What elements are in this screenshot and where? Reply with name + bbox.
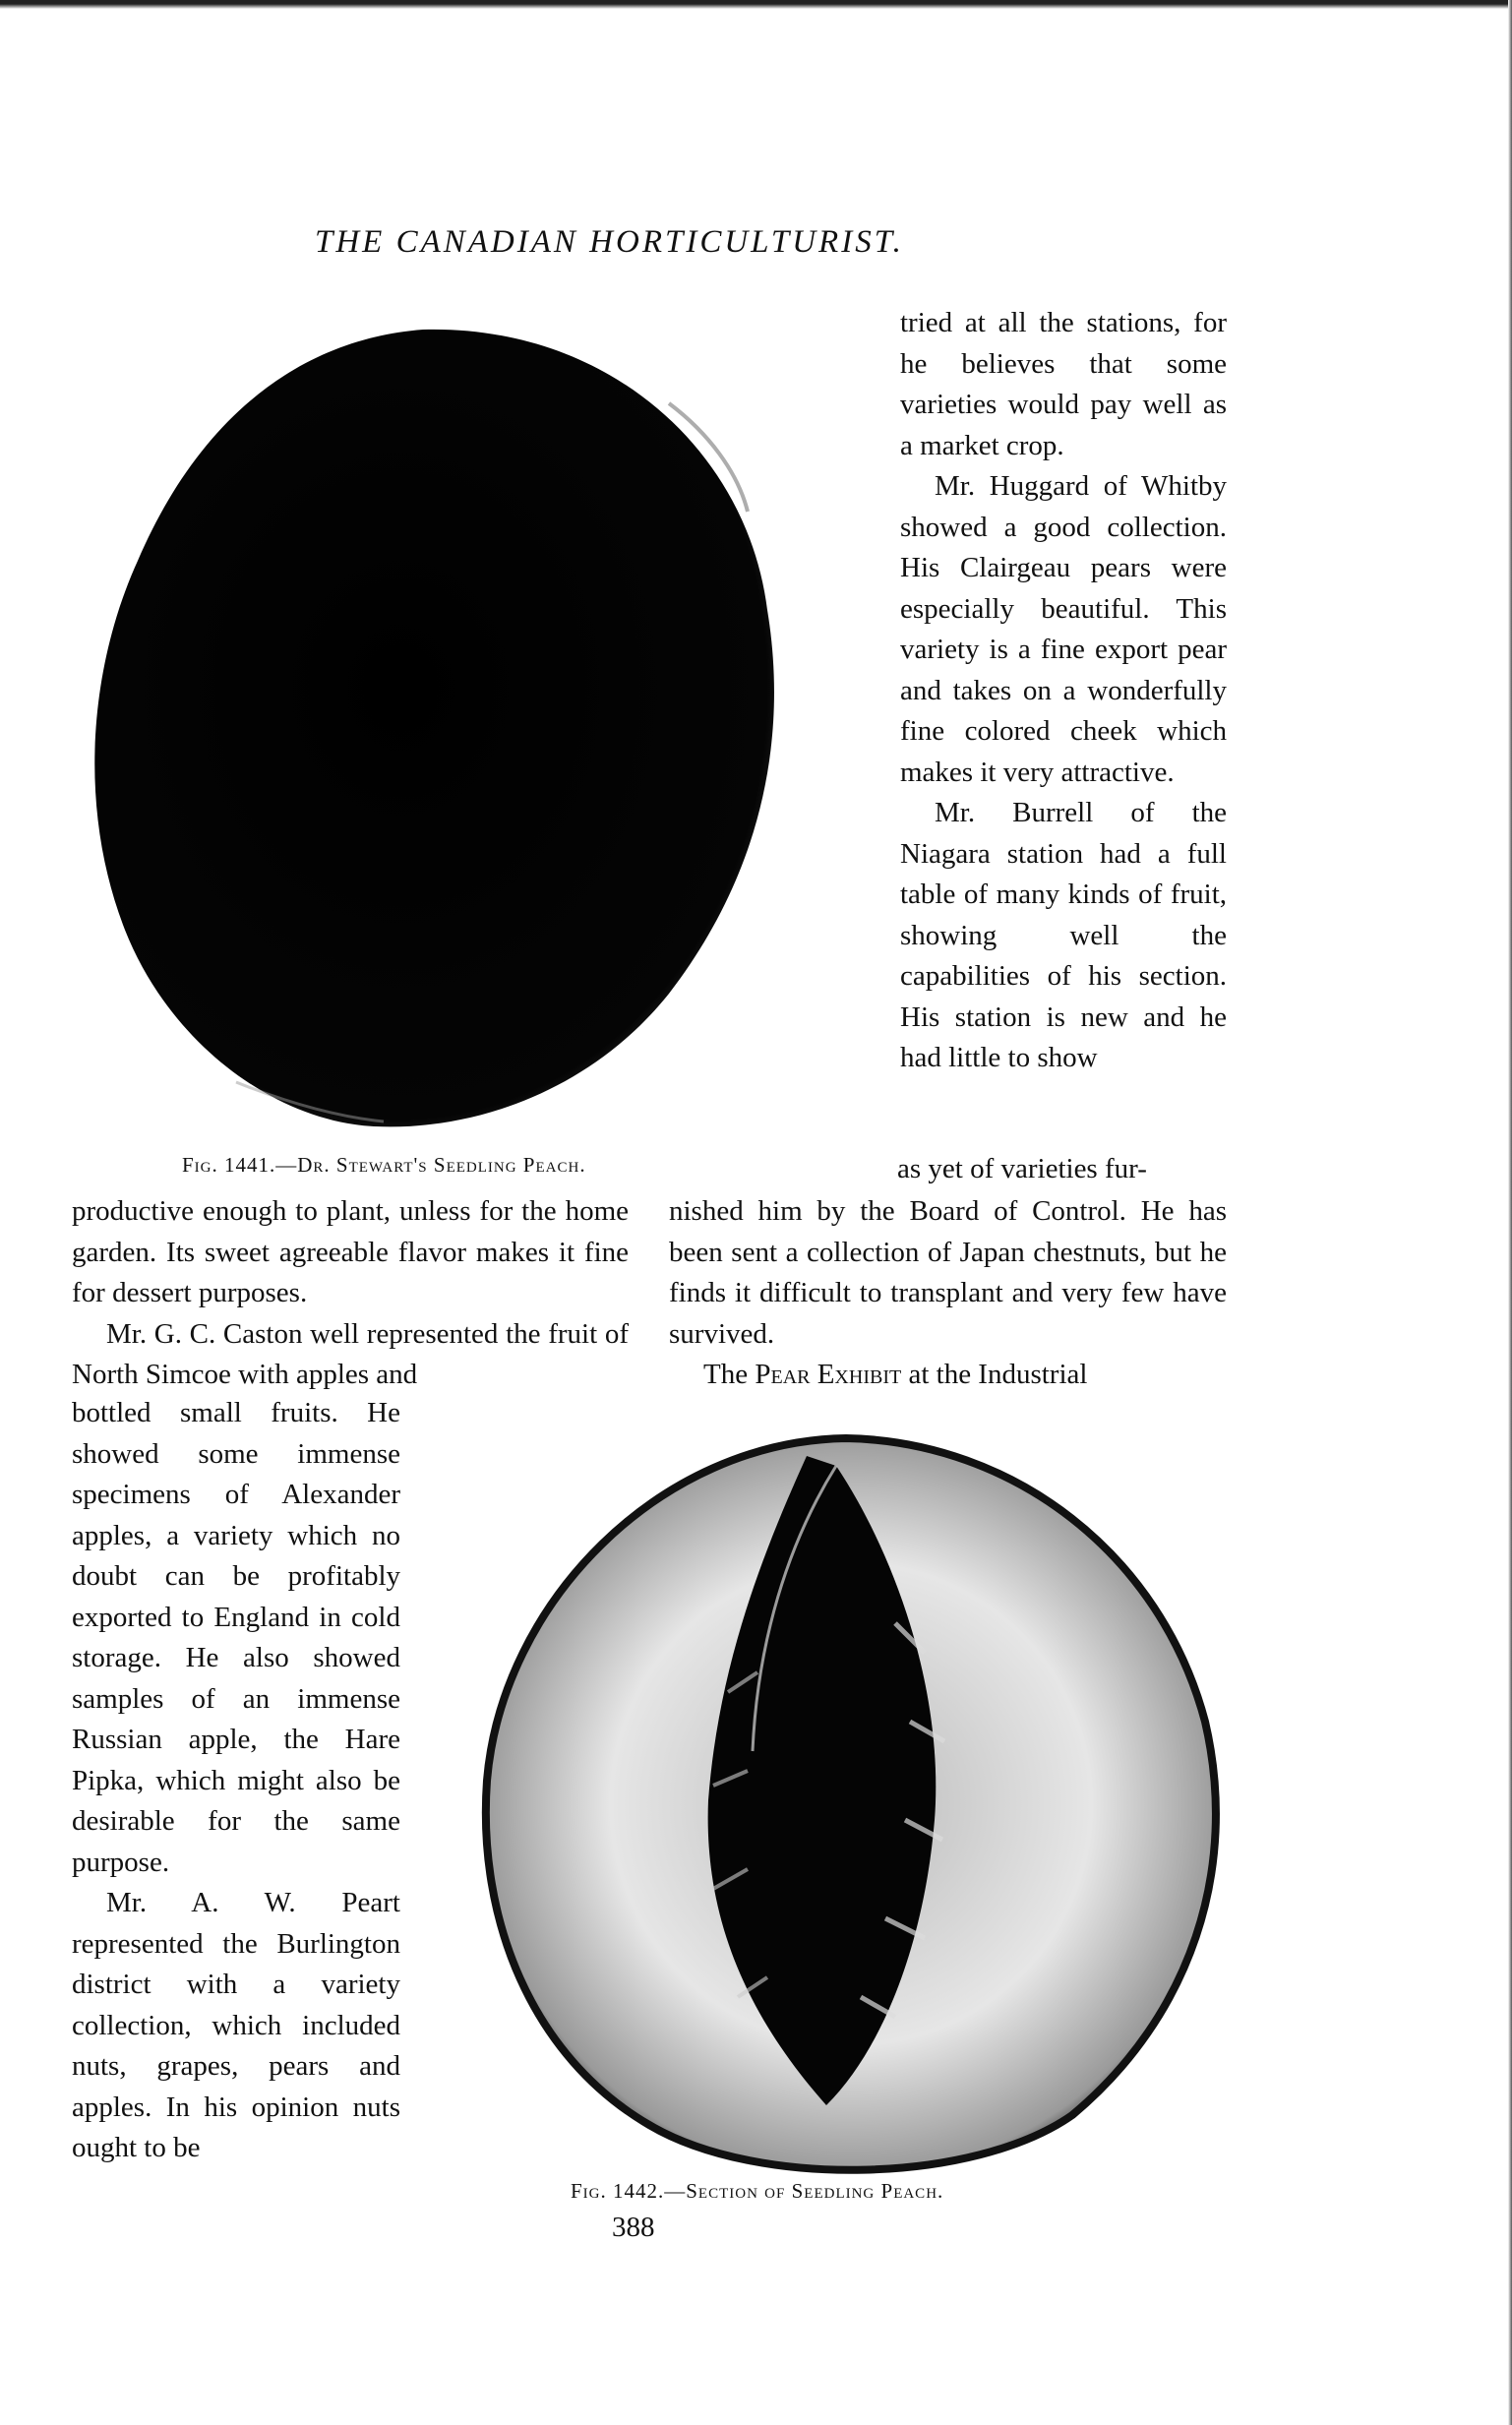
running-header: THE CANADIAN HORTICULTURIST. — [315, 224, 904, 260]
page-top-edge — [0, 0, 1512, 9]
text-run-small-caps: Pear Exhibit — [755, 1359, 902, 1390]
text-run: The — [703, 1359, 756, 1390]
page-number: 388 — [612, 2212, 655, 2243]
right-column-top — [900, 303, 1227, 1079]
paragraph: Mr. G. C. Caston well represented the fruit of North Simcoe with apples and — [72, 1317, 629, 1390]
figure-1442-caption: Fig. 1442.—Section of Seedling Peach. — [571, 2179, 944, 2203]
right-column-middle — [669, 1191, 1227, 1396]
text-run: at the Industrial — [901, 1359, 1088, 1390]
paragraph: nished him by the Board of Control. He has been sent a collection of Japan chestnuts, but he finds it difficult to transplant and very few have survived. — [669, 1195, 1227, 1350]
paragraph: bottled small fruits. He showed some immense specimens of Alexander apples, a variety which no doubt can be profitably exported to England in cold storage. He also showed samples of an immense Russian apple, the Hare Pipka, which might also be desirable for the same purpose. — [72, 1397, 400, 1878]
paragraph: Mr. A. W. Peart represented the Burlington district with a variety collection, which included nuts, grapes, pears and apples. In his opinion nuts ought to be — [72, 1887, 400, 2163]
paragraph: productive enough to plant, unless for the home garden. Its sweet agreeable flavor makes it fine for dessert purposes. — [72, 1195, 629, 1308]
left-column-bottom — [72, 1393, 400, 2169]
left-column-middle — [72, 1191, 629, 1396]
right-column-continuation: as yet of varieties fur- — [897, 1153, 1147, 1184]
paragraph: Mr. Burrell of the Niagara station had a full table of many kinds of fruit, showing well the capabilities of his section. His station is new and he had little to show — [900, 797, 1227, 1073]
paragraph — [669, 1355, 1227, 1396]
paragraph: Mr. Huggard of Whitby showed a good collection. His Clairgeau pears were especially beautiful. This variety is a fine export pear and takes on a wonderfully fine colored cheek which makes it very attractive. — [900, 470, 1227, 788]
figure-1441-caption: Fig. 1441.—Dr. Stewart's Seedling Peach. — [182, 1153, 586, 1177]
page-right-edge — [1508, 0, 1512, 2425]
figure-1442-peach-section — [462, 1426, 1230, 2184]
paragraph: tried at all the stations, for he believes that some varieties would pay well as a market crop. — [900, 307, 1227, 461]
figure-1441-whole-peach — [59, 315, 876, 1131]
